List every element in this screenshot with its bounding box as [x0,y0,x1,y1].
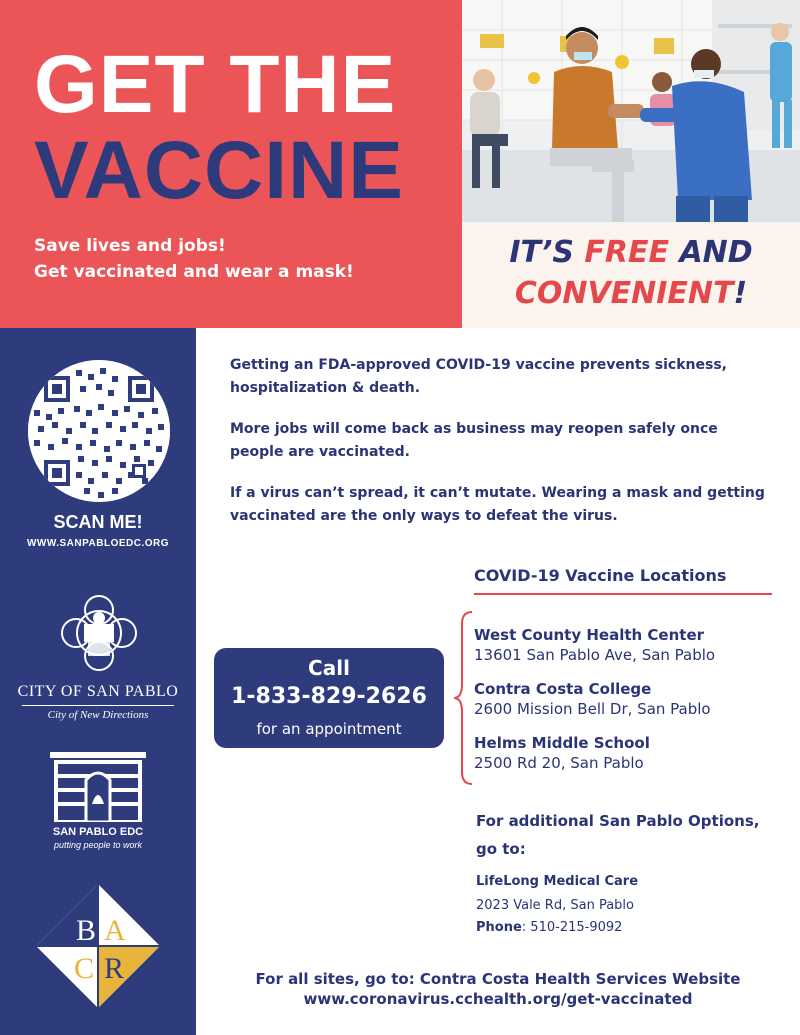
paragraph-fda-approved: Getting an FDA-approved COVID-19 vaccine prevents sickness, hospitalization & death. [230,357,727,396]
city-of-san-pablo-label: CITY OF SAN PABLO [17,683,179,700]
edc-building-icon [50,752,146,822]
bacr-letter-a: A [104,914,126,947]
call-box [214,648,444,748]
free-and-line [462,235,800,270]
location-address: 2500 Rd 20, San Pablo [474,754,644,772]
paragraph-jobs: More jobs will come back as business may reopen safely once people are vaccinated. [230,421,718,460]
location-name: Contra Costa College [474,680,652,698]
location-address: 2600 Mission Bell Dr, San Pablo [474,700,711,718]
additional-options-goto: go to: [476,840,526,858]
footer-all-sites: For all sites, go to: Contra Costa Health Services Website [255,970,741,988]
call-label: Call [308,656,350,680]
location-address: 13601 San Pablo Ave, San Pablo [474,646,716,664]
bacr-letter-c: C [74,952,95,985]
tagline-get-vaccinated: Get vaccinated and wear a mask! [34,262,354,282]
city-divider [22,705,174,706]
scan-me-label: SCAN ME! [53,512,143,532]
edc-tagline: putting people to work [53,840,143,850]
city-seal-icon [54,588,144,678]
free-text: FREE [584,235,669,270]
bacr-logo-icon [36,884,160,1008]
appointment-label: for an appointment [256,720,402,738]
convenient-line [462,276,800,311]
bacr-letter-b: B [76,914,97,947]
exclaim-text: ! [733,276,748,311]
city-motto: City of New Directions [47,709,149,721]
lifelong-provider-name: LifeLong Medical Care [476,874,639,889]
its-text: IT’S [509,235,574,270]
location-name: West County Health Center [474,626,705,644]
locations-divider [474,593,772,595]
location-brace [452,610,476,786]
san-pablo-edc-label: SAN PABLO EDC [52,826,144,838]
sanpabloedc-link[interactable]: WWW.SANPABLOEDC.ORG [26,538,170,549]
phone-label: Phone [476,920,522,935]
locations-title: COVID-19 Vaccine Locations [474,566,727,585]
lifelong-provider-phone[interactable] [476,920,622,935]
convenient-text: CONVENIENT [514,276,734,311]
bacr-letter-r: R [104,952,125,985]
footer-url-link[interactable]: www.coronavirus.cchealth.org/get-vaccinated [303,990,693,1008]
lifelong-provider-address: 2023 Vale Rd, San Pablo [476,898,634,913]
headline-vaccine: VACCINE [34,125,404,216]
additional-options-heading: For additional San Pablo Options, [476,812,760,830]
vaccination-clinic-photo [462,0,800,222]
and-text: AND [679,235,753,270]
tagline-save-lives: Save lives and jobs! [34,236,226,256]
location-name: Helms Middle School [474,734,650,752]
appointment-phone-link[interactable]: 1-833-829-2626 [231,684,427,709]
headline-get-the: GET THE [34,39,397,130]
qr-code-icon[interactable] [28,360,170,502]
phone-value: : 510-215-9092 [521,920,623,935]
paragraph-mutate: If a virus can’t spread, it can’t mutate. Wearing a mask and getting vaccinated are the only ways to defeat the virus. [230,485,765,524]
